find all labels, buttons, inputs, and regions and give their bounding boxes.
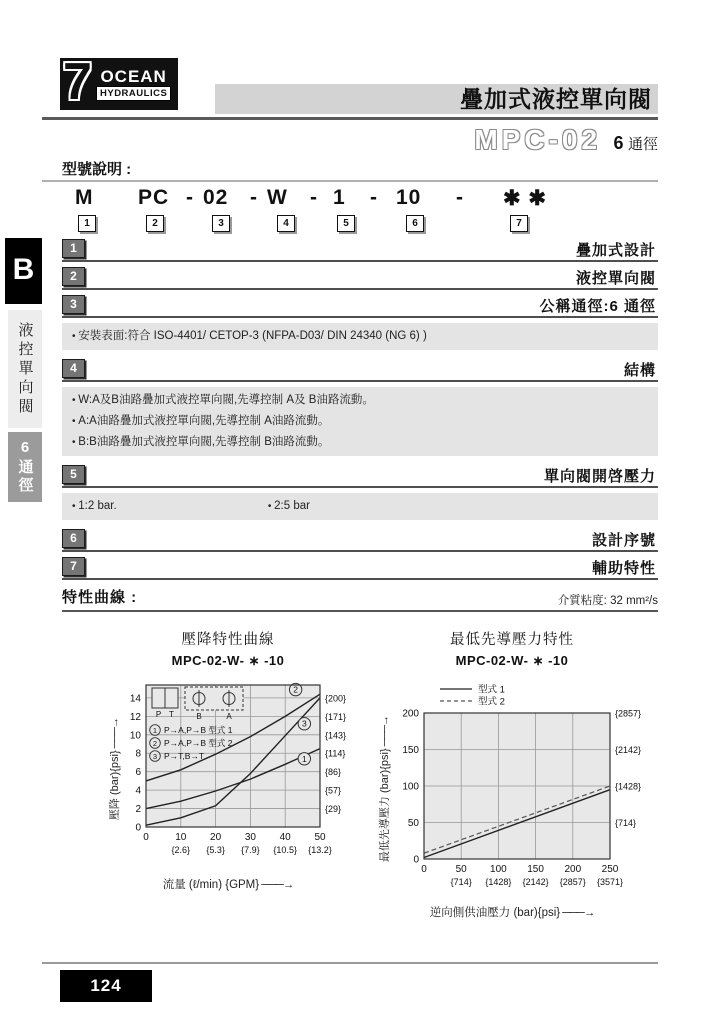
svg-text:型式 2: 型式 2 xyxy=(478,696,505,708)
svg-text:{3571}: {3571} xyxy=(596,877,624,887)
svg-text:{143}: {143} xyxy=(325,730,347,741)
svg-text:{171}: {171} xyxy=(325,711,347,722)
section-title: 輔助特性 xyxy=(591,560,656,577)
svg-text:0: 0 xyxy=(135,822,141,834)
svg-text:P→A,P→B 型式 1: P→A,P→B 型式 1 xyxy=(164,725,233,735)
svg-text:{57}: {57} xyxy=(325,785,342,796)
svg-text:200: 200 xyxy=(402,708,419,720)
svg-text:{1428}: {1428} xyxy=(485,877,512,887)
svg-text:{29}: {29} xyxy=(325,804,342,815)
svg-text:0: 0 xyxy=(143,832,149,843)
section-5-notes xyxy=(62,493,658,520)
charts-row xyxy=(62,628,662,920)
sidebar-size-label: 6通徑 xyxy=(16,439,34,495)
segment-index-badge: 7 xyxy=(510,215,528,232)
x-axis-label: 流量 (ℓ/min) {GPM} ───→ xyxy=(90,876,366,892)
note-line: • 1:2 bar. xyxy=(72,496,117,517)
section-row-6 xyxy=(62,529,658,552)
svg-text:12: 12 xyxy=(129,711,141,723)
footer-rule xyxy=(42,962,658,964)
model-segment: PC xyxy=(138,186,170,209)
section-title: 疊加式設計 xyxy=(575,242,656,259)
chart-title: 最低先導壓力特性 xyxy=(450,632,574,648)
section-number: 2 xyxy=(62,267,85,286)
model-segment: 02 xyxy=(203,186,229,209)
svg-text:2: 2 xyxy=(152,738,158,748)
svg-text:0: 0 xyxy=(421,864,427,875)
logo-brand-name: OCEAN xyxy=(100,66,167,86)
pilot-pressure-chart xyxy=(384,677,672,893)
model-segment-dash: - xyxy=(186,186,194,209)
chart-plot-area xyxy=(362,677,662,898)
svg-text:B: B xyxy=(196,712,202,721)
svg-text:{2857}: {2857} xyxy=(559,877,586,887)
svg-text:100: 100 xyxy=(402,781,419,793)
section-number: 4 xyxy=(62,359,85,378)
page-title-band xyxy=(215,84,658,114)
svg-text:6: 6 xyxy=(135,767,141,779)
curves-heading: 特性曲線 : xyxy=(62,589,138,606)
viscosity-note: 介質粘度: 32 mm²/s xyxy=(557,595,658,607)
section-number: 7 xyxy=(62,557,85,576)
section-number: 3 xyxy=(62,295,85,314)
page-title: 疊加式液控單向閥 xyxy=(460,86,652,112)
svg-text:3: 3 xyxy=(301,718,307,729)
svg-text:1: 1 xyxy=(301,753,307,764)
model-segment: ✱ ✱ xyxy=(503,187,548,210)
y-axis-label: 壓降 (bar){psi} ───→ xyxy=(106,689,122,849)
svg-text:{2142}: {2142} xyxy=(522,877,549,887)
pressure-drop-chart-block xyxy=(90,628,366,920)
svg-text:4: 4 xyxy=(135,785,141,797)
svg-text:40: 40 xyxy=(279,832,291,843)
model-code-row xyxy=(0,186,720,238)
section-title: 設計序號 xyxy=(591,532,656,549)
svg-text:{2.6}: {2.6} xyxy=(171,845,191,855)
svg-text:{5.3}: {5.3} xyxy=(206,845,225,855)
logo-subtitle: HYDRAULICS xyxy=(96,86,171,101)
section-row-4 xyxy=(62,359,658,382)
svg-text:{114}: {114} xyxy=(325,748,346,759)
page-number: 124 xyxy=(60,970,152,1002)
svg-text:100: 100 xyxy=(490,864,507,875)
chart-plot-area xyxy=(90,677,366,870)
section-row-1 xyxy=(62,239,658,262)
svg-text:T: T xyxy=(169,710,174,719)
model-segment-dash: - xyxy=(370,186,378,209)
svg-text:P→T,B→T: P→T,B→T xyxy=(164,751,205,761)
section-4-notes xyxy=(62,387,658,456)
section-row-2 xyxy=(62,267,658,290)
svg-text:{200}: {200} xyxy=(325,693,347,704)
svg-text:50: 50 xyxy=(314,832,326,843)
note-line: • B:B油路疊加式液控單向閥,先導控制 B油路流動。 xyxy=(72,432,648,453)
svg-text:8: 8 xyxy=(135,748,141,760)
section-number: 1 xyxy=(62,239,85,258)
svg-text:{1428}: {1428} xyxy=(615,781,642,792)
sidebar-valve-group-label: 液控單向閥 xyxy=(16,321,34,417)
sidebar-chapter-tab: B xyxy=(5,238,42,304)
note-line: • W:A及B油路疊加式液控單向閥,先導控制 A及 B油路流動。 xyxy=(72,390,648,411)
chart-subtitle: MPC-02-W- ∗ -10 xyxy=(171,653,285,668)
section-title: 結構 xyxy=(623,362,656,379)
chart-subtitle: MPC-02-W- ∗ -10 xyxy=(455,653,569,668)
svg-text:3: 3 xyxy=(152,751,158,761)
model-segment: 10 xyxy=(396,186,422,209)
note-line: • 安裝表面:符合 ISO-4401/ CETOP-3 (NFPA-D03/ DIN 24340 (NG 6) ) xyxy=(72,326,427,347)
model-segment: W xyxy=(267,186,288,209)
svg-text:{86}: {86} xyxy=(325,767,342,778)
segment-index-badge: 4 xyxy=(277,215,295,232)
svg-text:50: 50 xyxy=(455,864,467,875)
note-line: • A:A油路疊加式液控單向閥,先導控制 A油路流動。 xyxy=(72,411,648,432)
model-code-legend xyxy=(62,239,658,585)
segment-index-badge: 6 xyxy=(406,215,424,232)
segment-index-badge: 3 xyxy=(212,215,230,232)
x-axis-label: 逆向側供油壓力 (bar){psi} ───→ xyxy=(362,904,662,920)
svg-text:250: 250 xyxy=(601,864,619,875)
svg-text:0: 0 xyxy=(413,854,419,866)
model-segment-dash: - xyxy=(456,186,464,209)
model-code-rule xyxy=(42,180,658,182)
svg-text:10: 10 xyxy=(129,730,141,742)
model-series-line xyxy=(260,124,658,156)
svg-text:{714}: {714} xyxy=(615,818,637,828)
svg-text:{2142}: {2142} xyxy=(615,745,642,755)
y-axis-label: 最低先導壓力 (bar){psi} ───→ xyxy=(376,709,392,869)
svg-text:{714}: {714} xyxy=(450,877,472,887)
chart-title: 壓降特性曲線 xyxy=(181,632,275,648)
svg-text:150: 150 xyxy=(527,864,544,875)
section-row-7 xyxy=(62,557,658,580)
curves-section-header xyxy=(62,586,658,612)
note-line: • 2:5 bar xyxy=(268,496,310,517)
svg-text:2: 2 xyxy=(293,684,299,695)
svg-text:20: 20 xyxy=(210,832,222,843)
segment-index-badge: 5 xyxy=(337,215,355,232)
svg-text:型式 1: 型式 1 xyxy=(478,684,505,696)
section-row-3 xyxy=(62,295,658,318)
svg-text:{7.9}: {7.9} xyxy=(241,845,260,855)
segment-index-badge: 1 xyxy=(78,215,96,232)
svg-text:1: 1 xyxy=(152,725,158,735)
bore-size-number: 6 xyxy=(613,133,624,153)
svg-text:2: 2 xyxy=(135,804,141,816)
model-segment-dash: - xyxy=(250,186,258,209)
logo-text-block xyxy=(96,68,171,101)
svg-text:50: 50 xyxy=(407,818,419,829)
sidebar-valve-group xyxy=(8,310,42,428)
section-3-note xyxy=(62,323,658,350)
svg-text:{2857}: {2857} xyxy=(615,708,642,719)
svg-text:14: 14 xyxy=(129,693,141,705)
section-title: 液控單向閥 xyxy=(575,270,656,287)
svg-text:150: 150 xyxy=(402,745,419,756)
model-segment: M xyxy=(75,186,94,209)
pilot-pressure-chart-block xyxy=(362,628,662,920)
svg-text:{13.2}: {13.2} xyxy=(308,845,332,855)
sidebar-size-tab xyxy=(8,432,42,502)
section-number: 5 xyxy=(62,465,85,484)
svg-text:P→A,P→B 型式 2: P→A,P→B 型式 2 xyxy=(164,738,233,748)
bore-size-unit: 通徑 xyxy=(627,136,658,153)
svg-text:200: 200 xyxy=(564,864,582,875)
svg-text:{10.5}: {10.5} xyxy=(273,845,297,855)
svg-text:30: 30 xyxy=(244,832,256,843)
section-number: 6 xyxy=(62,529,85,548)
model-segment: 1 xyxy=(333,186,346,209)
segment-index-badge: 2 xyxy=(146,215,164,232)
model-series-name: MPC-02 xyxy=(474,124,602,155)
svg-text:P: P xyxy=(155,710,162,719)
brand-logo xyxy=(60,53,178,111)
section-title: 公稱通徑:6 通徑 xyxy=(539,298,656,315)
logo-seven-glyph: 7 xyxy=(63,53,92,111)
svg-text:A: A xyxy=(226,712,232,721)
svg-text:10: 10 xyxy=(175,832,187,843)
model-segment-dash: - xyxy=(310,186,318,209)
section-title: 單向閥開啓壓力 xyxy=(543,468,656,485)
header-rule xyxy=(42,117,658,120)
pressure-drop-chart xyxy=(112,677,362,865)
section-row-5 xyxy=(62,465,658,488)
model-code-heading: 型號說明 : xyxy=(62,161,132,178)
